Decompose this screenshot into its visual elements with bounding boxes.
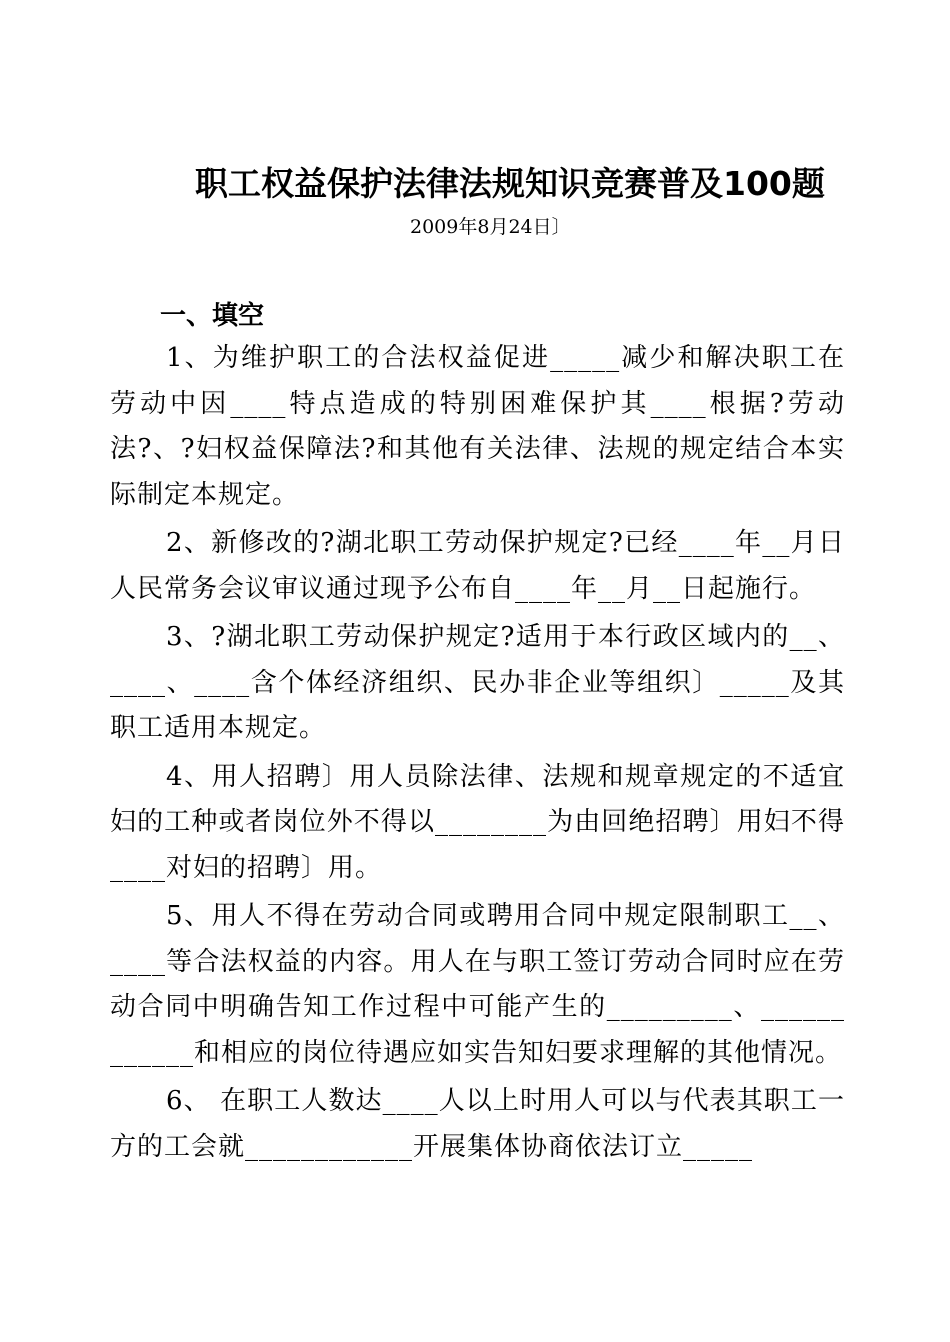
- question-2: 2、新修改的?湖北职工劳动保护规定?已经____年__月日人民常务会议审议通过现予公布自____年__月__日起施行。: [110, 528, 845, 604]
- document-date: 2009年8月24日〕: [410, 216, 571, 238]
- document-body: [110, 336, 845, 1173]
- question-6: 6、 在职工人数达____人以上时用人可以与代表其职工一方的工会就____________开展集体协商依法订立_____: [110, 1086, 845, 1162]
- document-title: 职工权益保护法律法规知识竞赛普及100题: [195, 164, 825, 203]
- question-3: 3、?湖北职工劳动保护规定?适用于本行政区域内的__、____、____含个体经济组织、民办非企业等组织〕_____及其职工适用本规定。: [110, 622, 845, 743]
- question-5: 5、用人不得在劳动合同或聘用合同中规定限制职工__、____等合法权益的内容。用人在与职工签订劳动合同时应在劳动合同中明确告知工作过程中可能产生的_________、____________和相应的岗位待遇应如实告知妇要求理解的其他情况。: [110, 901, 845, 1068]
- section-heading: 一、填空: [160, 301, 265, 331]
- question-4: 4、用人招聘〕用人员除法律、法规和规章规定的不适宜妇的工种或者岗位外不得以________为由回绝招聘〕用妇不得____对妇的招聘〕用。: [110, 761, 845, 883]
- question-1: 1、为维护职工的合法权益促进_____减少和解决职工在劳动中因____特点造成的特别困难保护其____根据?劳动法?、?妇权益保障法?和其他有关法律、法规的规定结合本实际制定本规定。: [110, 343, 845, 510]
